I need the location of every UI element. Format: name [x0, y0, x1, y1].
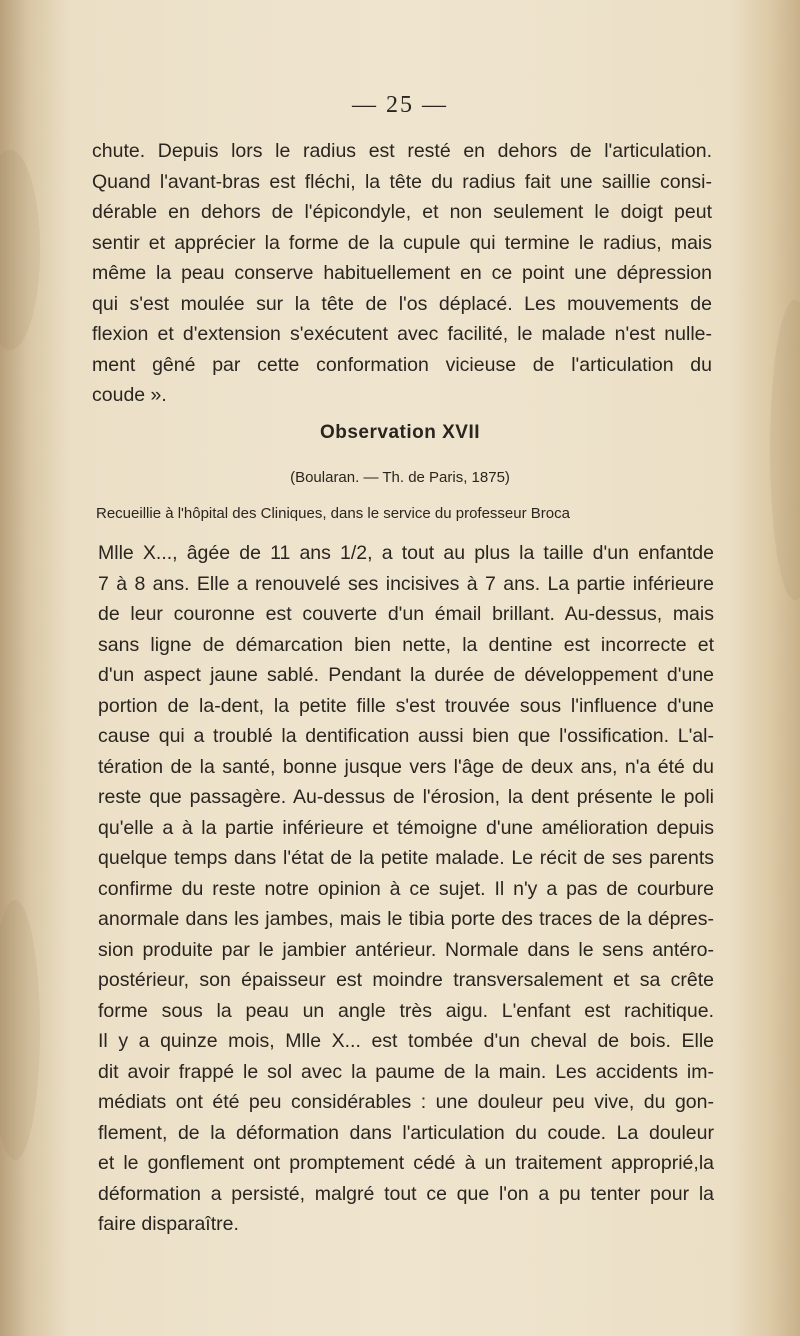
text-line: sans ligne de démarcation bien nette, la dentine est incorrecte et	[98, 633, 714, 656]
text-line: flement, de la déformation dans l'articulation du coude. La douleur	[98, 1121, 714, 1144]
text-line: et le gonflement ont promptement cédé à un traitement approprié,la	[98, 1152, 714, 1174]
text-line: Quand l'avant-bras est fléchi, la tête du radius fait une saillie consi-	[92, 170, 712, 193]
text-line: quelque temps dans l'état de la petite malade. Le récit de ses parents	[98, 847, 714, 869]
text-line: ment gêné par cette conformation vicieuse de l'articulation du	[92, 353, 712, 376]
text-line: forme sous la peau un angle très aigu. L'enfant est rachitique.	[98, 999, 714, 1022]
text-line: anormale dans les jambes, mais le tibia porte des traces de la dépres-	[98, 908, 714, 930]
text-line: sion produite par le jambier antérieur. Normale dans le sens antéro-	[98, 938, 714, 961]
observation-title: Observation XVII	[319, 422, 481, 443]
text-line: portion de la-dent, la petite fille s'est trouvée sous l'influence d'une	[98, 694, 714, 717]
paper-stain	[0, 900, 40, 1160]
text-line: flexion et d'extension s'exécutent avec facilité, le malade n'est nulle-	[92, 323, 712, 345]
paragraph-continuation	[92, 136, 712, 411]
paper-stain	[0, 150, 40, 350]
text-line: 7 à 8 ans. Elle a renouvelé ses incisives à 7 ans. La partie inférieure	[98, 572, 714, 595]
observation-body	[98, 538, 714, 1240]
text-line: qu'elle a à la partie inférieure et témoigne d'une amélioration depuis	[98, 816, 714, 839]
text-line: Il y a quinze mois, Mlle X... est tombée d'un cheval de bois. Elle	[98, 1030, 714, 1052]
text-line: reste que passagère. Au-dessus de l'érosion, la dent présente le poli	[98, 786, 714, 808]
text-line: qui s'est moulée sur la tête de l'os déplacé. Les mouvements de	[92, 292, 712, 315]
paper-stain	[770, 300, 800, 600]
text-line: dit avoir frappé le sol avec la paume de la main. Les accidents im-	[98, 1060, 714, 1083]
text-line: médiats ont été peu considérables : une douleur peu vive, du gon-	[98, 1091, 714, 1113]
text-line: sentir et apprécier la forme de la cupule qui termine le radius, mais	[92, 231, 712, 254]
text-line: d'un aspect jaune sablé. Pendant la durée de développement d'une	[98, 664, 714, 686]
text-line: chute. Depuis lors le radius est resté en dehors de l'articulation.	[92, 140, 712, 162]
text-line: coude ».	[92, 384, 167, 406]
observation-source: (Boularan. — Th. de Paris, 1875)	[290, 469, 510, 486]
text-line: Mlle X..., âgée de 11 ans 1/2, a tout au plus la taille d'un enfantde	[98, 542, 714, 564]
text-line: postérieur, son épaisseur est moindre transversalement et sa crête	[98, 969, 714, 991]
text-line: faire disparaître.	[98, 1213, 239, 1235]
text-line: confirme du reste notre opinion à ce sujet. Il n'y a pas de courbure	[98, 877, 714, 900]
text-line: cause qui a troublé la dentification aussi bien que l'ossification. L'al-	[98, 725, 714, 747]
text-line: déformation a persisté, malgré tout ce que l'on a pu tenter pour la	[98, 1182, 714, 1205]
observation-collected-note: Recueillie à l'hôpital des Cliniques, dans le service du professeur Broca	[96, 505, 570, 522]
text-line: de leur couronne est couverte d'un émail brillant. Au-dessus, mais	[98, 603, 714, 625]
text-line: même la peau conserve habituellement en ce point une dépression	[92, 262, 712, 284]
text-line: tération de la santé, bonne jusque vers l'âge de deux ans, n'a été du	[98, 755, 714, 778]
text-line: dérable en dehors de l'épicondyle, et non seulement le doigt peut	[92, 201, 712, 223]
page-number: — 25 —	[352, 92, 448, 118]
